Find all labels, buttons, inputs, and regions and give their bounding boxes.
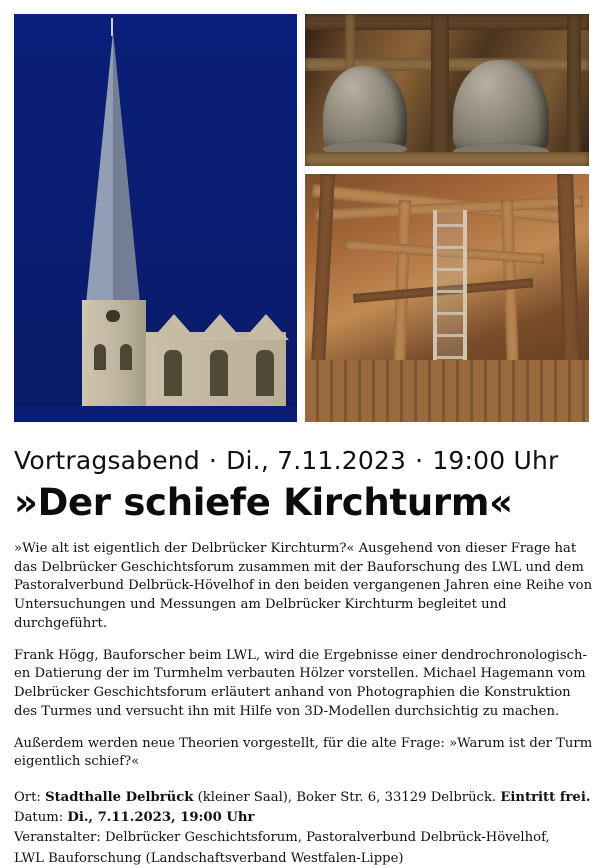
- description-paragraph-1: »Wie alt ist eigentlich der Delbrücker Kirchturm?« Ausgehend von dieser Frage hat das Delbrücker Geschichtsforum zusammen mit der Bauforschung des LWL und dem Pastoralverbund Delbrück-Hövelhof in den beiden vergangenen Jahren eine Reihe von Untersuchungen und Messungen am Delbrücker Kirchturm begleitet und durchgeführt.: [14, 541, 593, 631]
- nave-gable: [197, 314, 243, 340]
- headline-separator: ·: [208, 446, 218, 475]
- attic-floor: [305, 360, 589, 422]
- organizer-value: Delbrücker Geschichtsforum, Pastoralverbund Delbrück-Hövelhof,: [104, 830, 550, 846]
- ladder-rung: [433, 356, 467, 359]
- spire-shadow: [113, 32, 140, 304]
- truss-photo: [305, 174, 589, 422]
- bells-photo: [305, 14, 589, 166]
- tower-window: [94, 344, 106, 370]
- nave-window: [210, 350, 228, 396]
- tower-window: [120, 344, 132, 370]
- organizer-row-2: [14, 849, 593, 868]
- event-details: [14, 788, 593, 868]
- description: [14, 540, 593, 772]
- page-title: »Der schiefe Kirchturm«: [14, 481, 513, 524]
- organizer-row: [14, 828, 593, 847]
- bell-floor-beam: [305, 152, 589, 166]
- description-paragraph-3: Außerdem werden neue Theorien vorgestellt, für die alte Frage: »Warum ist der Turm eigentlich schief?«: [14, 735, 593, 770]
- bell-frame-post: [431, 14, 449, 166]
- organizer-value-2: LWL Bauforschung (Landschaftsverband Westfalen-Lippe): [14, 850, 404, 866]
- nave-window: [164, 350, 182, 396]
- event-date: Di., 7.11.2023: [226, 446, 407, 475]
- venue-label: Ort:: [14, 790, 41, 806]
- headline-separator: ·: [415, 446, 424, 475]
- venue-row: [14, 788, 593, 807]
- venue-address: (kleiner Saal), Boker Str. 6, 33129 Delbrück.: [197, 790, 497, 806]
- description-paragraph-2: Frank Högg, Bauforscher beim LWL, wird die Ergebnisse einer dendrochronologisch-en Datierung der im Turmhelm verbauten Hölzer vorstellen. Michael Hagemann vom Delbrücker Geschichtsforum erläutert anhand von Photographien die Konstruktion des Turmes und versucht ihn mit Hilfe von 3D-Modellen durchsichtig zu machen.: [14, 647, 587, 719]
- tower-clock: [106, 310, 120, 322]
- church-photo: [14, 14, 297, 422]
- ladder-rung: [433, 290, 467, 293]
- event-kind: Vortragsabend: [14, 446, 200, 475]
- ladder-rung: [433, 246, 467, 249]
- ladder-rung: [433, 268, 467, 271]
- photo-base: [14, 406, 297, 422]
- right-photo-column: [305, 14, 589, 422]
- admission-note: Eintritt frei.: [500, 790, 591, 806]
- bell-frame-post: [567, 14, 581, 166]
- image-band: [14, 14, 593, 422]
- nave-gable: [243, 314, 289, 340]
- date-row: [14, 808, 593, 827]
- ladder-rung: [433, 334, 467, 337]
- venue-name: Stadthalle Delbrück: [45, 790, 194, 806]
- date-value: Di., 7.11.2023, 19:00 Uhr: [67, 810, 255, 826]
- date-label: Datum:: [14, 810, 64, 826]
- event-headline: [14, 446, 593, 475]
- organizer-label: Veranstalter:: [14, 830, 101, 846]
- nave-gable: [151, 314, 197, 340]
- ladder-rung: [433, 312, 467, 315]
- ladder-rung: [433, 224, 467, 227]
- event-time: 19:00 Uhr: [432, 446, 559, 475]
- nave-window: [256, 350, 274, 396]
